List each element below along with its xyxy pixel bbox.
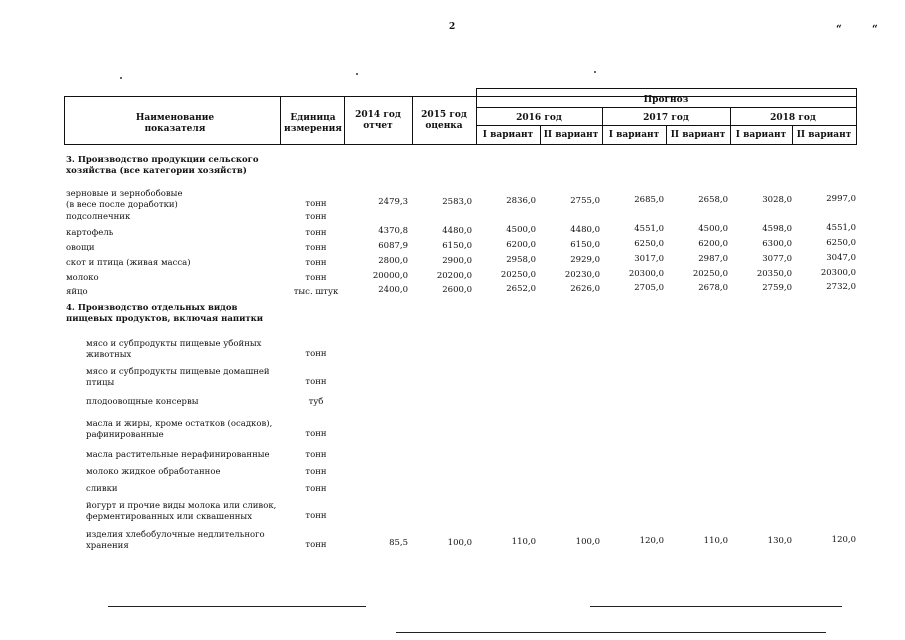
row-label: молоко жидкое обработанное (86, 467, 221, 477)
row-label-continued: рафинированные (86, 430, 164, 440)
value-cell: 20300,0 (628, 269, 664, 279)
value-cell: 2658,0 (698, 195, 728, 205)
row-label-continued: птицы (86, 378, 115, 388)
header-variant-1: I вариант (608, 130, 660, 140)
unit-cell: тонн (305, 450, 327, 460)
unit-cell: тонн (305, 377, 327, 387)
header-variant-2: II вариант (543, 130, 599, 140)
unit-cell: тонн (305, 199, 327, 209)
header-2017: 2017 год (643, 113, 689, 123)
corner-mark: “ (872, 24, 878, 35)
value-cell: 120,0 (639, 536, 664, 546)
row-label-continued: (в весе после доработки) (66, 200, 178, 210)
header-forecast: Прогноз (643, 95, 689, 105)
value-cell: 100,0 (447, 538, 472, 548)
row-label: картофель (66, 228, 114, 238)
unit-cell: тонн (305, 258, 327, 268)
header-variant-1: I вариант (482, 130, 534, 140)
value-cell: 2836,0 (506, 196, 536, 206)
value-cell: 2626,0 (570, 284, 600, 294)
value-cell: 6150,0 (570, 240, 600, 250)
value-cell: 3028,0 (762, 195, 792, 205)
value-cell: 2705,0 (634, 283, 664, 293)
value-cell: 110,0 (511, 537, 536, 547)
value-cell: 6250,0 (826, 238, 856, 248)
value-cell: 2958,0 (506, 255, 536, 265)
corner-mark: “ (836, 24, 842, 35)
header-variant-2: II вариант (796, 130, 852, 140)
value-cell: 4370,8 (378, 226, 408, 236)
unit-cell: тыс. штук (293, 287, 339, 297)
unit-cell: тонн (305, 511, 327, 521)
footer-line (108, 606, 366, 607)
unit-cell: тонн (305, 243, 327, 253)
row-label: сливки (86, 484, 118, 494)
footer-line (590, 606, 842, 607)
value-cell: 2685,0 (634, 195, 664, 205)
unit-cell: тонн (305, 349, 327, 359)
value-cell: 4500,0 (698, 224, 728, 234)
value-cell: 4551,0 (634, 224, 664, 234)
value-cell: 20230,0 (564, 270, 600, 280)
value-cell: 3017,0 (634, 254, 664, 264)
footer-line (396, 632, 826, 633)
value-cell: 6200,0 (698, 239, 728, 249)
row-label-continued: ферментированных или сквашенных (86, 512, 252, 522)
value-cell: 2929,0 (570, 255, 600, 265)
value-cell: 4500,0 (506, 225, 536, 235)
row-label: яйцо (66, 287, 88, 297)
value-cell: 6250,0 (634, 239, 664, 249)
row-label: плодоовощные консервы (86, 397, 199, 407)
value-cell: 2997,0 (826, 194, 856, 204)
header-2015: 2015 год оценка (421, 110, 467, 131)
row-label: молоко (66, 273, 99, 283)
value-cell: 2900,0 (442, 256, 472, 266)
value-cell: 130,0 (767, 536, 792, 546)
value-cell: 6150,0 (442, 241, 472, 251)
row-label: подсолнечник (66, 212, 131, 222)
unit-cell: тонн (305, 273, 327, 283)
value-cell: 20300,0 (820, 268, 856, 278)
value-cell: 2732,0 (826, 282, 856, 292)
row-label: мясо и субпродукты пищевые убойных (86, 339, 262, 349)
page-number: 2 (449, 22, 456, 32)
header-variant-1: I вариант (735, 130, 787, 140)
unit-cell: тонн (305, 212, 327, 222)
section-title: 4. Производство отдельных видов пищевых продуктов, включая напитки (66, 303, 264, 324)
value-cell: 2583,0 (442, 197, 472, 207)
row-label-continued: хранения (86, 541, 129, 551)
value-cell: 20250,0 (692, 269, 728, 279)
unit-cell: туб (308, 397, 324, 407)
unit-cell: тонн (305, 228, 327, 238)
value-cell: 3047,0 (826, 253, 856, 263)
value-cell: 6200,0 (506, 240, 536, 250)
header-variant-2: II вариант (670, 130, 726, 140)
value-cell: 20000,0 (372, 271, 408, 281)
row-label: йогурт и прочие виды молока или сливок, (86, 501, 277, 511)
unit-cell: тонн (305, 467, 327, 477)
value-cell: 2600,0 (442, 285, 472, 295)
unit-cell: тонн (305, 484, 327, 494)
row-label: изделия хлебобулочные недлительного (86, 530, 265, 540)
value-cell: 2479,3 (378, 197, 408, 207)
row-label-continued: животных (86, 350, 132, 360)
unit-cell: тонн (305, 429, 327, 439)
value-cell: 2652,0 (506, 284, 536, 294)
value-cell: 3077,0 (762, 254, 792, 264)
value-cell: 2400,0 (378, 285, 408, 295)
value-cell: 2755,0 (570, 196, 600, 206)
header-2016: 2016 год (516, 113, 562, 123)
row-label: масла растительные нерафинированные (86, 450, 270, 460)
value-cell: 85,5 (389, 538, 408, 548)
value-cell: 2759,0 (762, 283, 792, 293)
value-cell: 2678,0 (698, 283, 728, 293)
header-name: Наименование показателя (135, 113, 215, 134)
row-label: мясо и субпродукты пищевые домашней (86, 367, 270, 377)
value-cell: 20250,0 (500, 270, 536, 280)
section-title: 3. Производство продукции сельского хозяйства (все категории хозяйств) (66, 155, 259, 176)
value-cell: 100,0 (575, 537, 600, 547)
unit-cell: тонн (305, 540, 327, 550)
row-label: зерновые и зернобобовые (66, 189, 183, 199)
value-cell: 2987,0 (698, 254, 728, 264)
row-label: скот и птица (живая масса) (66, 258, 191, 268)
value-cell: 4480,0 (570, 225, 600, 235)
value-cell: 6300,0 (762, 239, 792, 249)
row-label: масла и жиры, кроме остатков (осадков), (86, 419, 273, 429)
value-cell: 4598,0 (762, 224, 792, 234)
value-cell: 110,0 (703, 536, 728, 546)
value-cell: 20350,0 (756, 269, 792, 279)
value-cell: 20200,0 (436, 271, 472, 281)
value-cell: 4480,0 (442, 226, 472, 236)
value-cell: 2800,0 (378, 256, 408, 266)
value-cell: 120,0 (831, 535, 856, 545)
row-label: овощи (66, 243, 95, 253)
header-unit: Единица измерения (284, 113, 342, 134)
scan-speck (356, 73, 358, 75)
value-cell: 6087,9 (378, 241, 408, 251)
header-2014: 2014 год отчет (355, 110, 401, 131)
scan-speck (594, 71, 596, 73)
scan-speck (120, 77, 122, 79)
value-cell: 4551,0 (826, 223, 856, 233)
header-2018: 2018 год (770, 113, 816, 123)
